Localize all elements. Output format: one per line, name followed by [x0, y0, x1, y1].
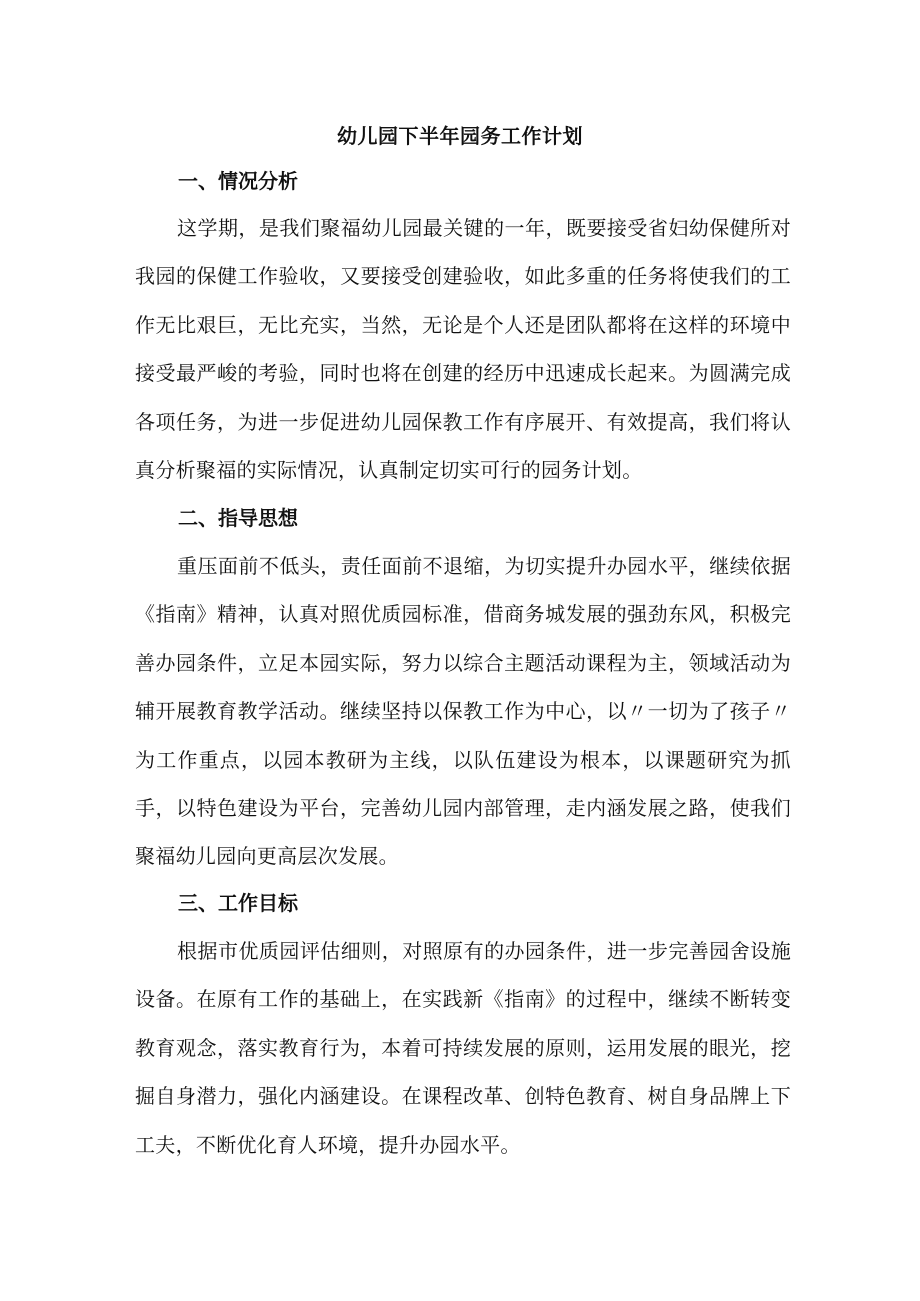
- section-heading-situation-analysis: 一、情况分析: [178, 169, 298, 193]
- section-body-work-goals: 根据市优质园评估细则，对照原有的办园条件，进一步完善园舍设施设备。在原有工作的基础上，在实践新《指南》的过程中，继续不断转变教育观念，落实教育行为，本着可持续发展的原则，运用发展的眼光，挖掘自身潜力，强化内涵建设。在课程改革、创特色教育、树自身品牌上下工夫，不断优化育人环境，提升办园水平。: [135, 939, 791, 1157]
- section-heading-guiding-ideology: 二、指导思想: [178, 506, 298, 530]
- section-body-guiding-ideology: 重压面前不低头，责任面前不退缩，为切实提升办园水平，继续依据《指南》精神，认真对照优质园标准，借商务城发展的强劲东风，积极完善办园条件，立足本园实际，努力以综合主题活动课程为主，领域活动为辅开展教育教学活动。继续坚持以保教工作为中心，以〃一切为了孩子〃为工作重点，以园本教研为主线，以队伍建设为根本，以课题研究为抓手，以特色建设为平台，完善幼儿园内部管理，走内涵发展之路，使我们聚福幼儿园向更高层次发展。: [135, 554, 791, 869]
- section-heading-work-goals: 三、工作目标: [178, 891, 298, 915]
- section-body-situation-analysis: 这学期，是我们聚福幼儿园最关键的一年，既要接受省妇幼保健所对我园的保健工作验收，又要接受创建验收，如此多重的任务将使我们的工作无比艰巨，无比充实，当然，无论是个人还是团队都将在这样的环境中接受最严峻的考验，同时也将在创建的经历中迅速成长起来。为圆满完成各项任务，为进一步促进幼儿园保教工作有序展开、有效提高，我们将认真分析聚福的实际情况，认真制定切实可行的园务计划。: [135, 216, 791, 483]
- document-title: 幼儿园下半年园务工作计划: [337, 124, 583, 148]
